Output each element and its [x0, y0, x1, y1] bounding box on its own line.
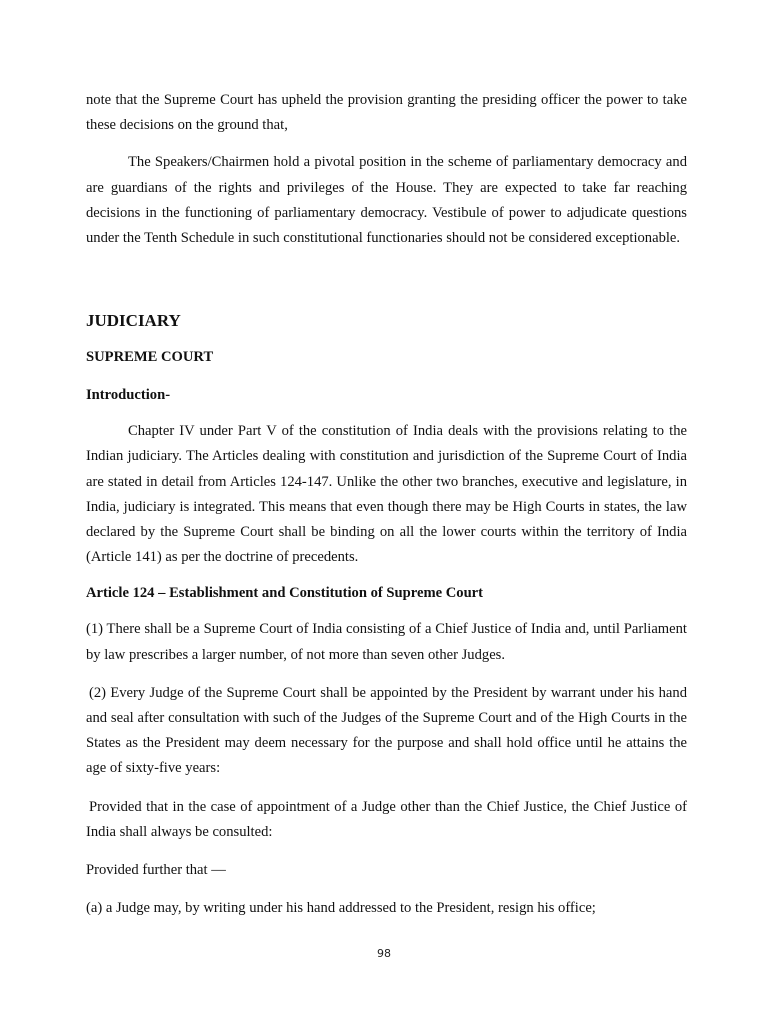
subheading-introduction: Introduction- — [86, 387, 171, 404]
subsection-heading-supreme-court: SUPREME COURT — [86, 349, 214, 366]
block-quote: The Speakers/Chairmen hold a pivotal position in the scheme of parliamentary democracy and are guardians of the rights and privileges of the House. They are expected to take far reaching decisions in the functioning of parliamentary democracy. Vestibule of power to adjudicate questions under the Tenth Schedule in such constitutional functionaries should not be considered exceptionable. — [86, 154, 687, 247]
proviso-further: Provided further that — — [86, 862, 226, 879]
article-124-heading: Article 124 – Establishment and Constitution of Supreme Court — [86, 585, 484, 602]
introduction-paragraph: Chapter IV under Part V of the constitution of India deals with the provisions relating to the Indian judiciary. The Articles dealing with constitution and jurisdiction of the Supreme Court of India are stated in detail from Articles 124-147. Unlike the other two branches, executive and legislature, in India, judiciary is integrated. This means that even though there may be High Courts in states, the law declared by the Supreme Court shall be binding on all the lower courts within the territory of India (Article 141) as per the doctrine of precedents. — [86, 423, 687, 566]
sub-clause-a: (a) a Judge may, by writing under his hand addressed to the President, resign his office; — [86, 900, 596, 917]
article-clause-1: (1) There shall be a Supreme Court of India consisting of a Chief Justice of India and, until Parliament by law prescribes a larger number, of not more than seven other Judges. — [86, 621, 687, 663]
section-heading-judiciary: JUDICIARY — [86, 311, 181, 331]
page-number: 98 — [377, 947, 391, 960]
document-page — [86, 88, 687, 921]
proviso-paragraph: Provided that in the case of appointment of a Judge other than the Chief Justice, the Chief Justice of India shall always be consulted: — [86, 798, 687, 840]
article-clause-2: (2) Every Judge of the Supreme Court shall be appointed by the President by warrant under his hand and seal after consultation with such of the Judges of the Supreme Court and of the High Courts in the States as the President may deem necessary for the purpose and shall hold office until he attains the age of sixty-five years: — [86, 684, 687, 777]
body-paragraph: note that the Supreme Court has upheld the provision granting the presiding officer the power to take these decisions on the ground that, — [86, 92, 687, 134]
